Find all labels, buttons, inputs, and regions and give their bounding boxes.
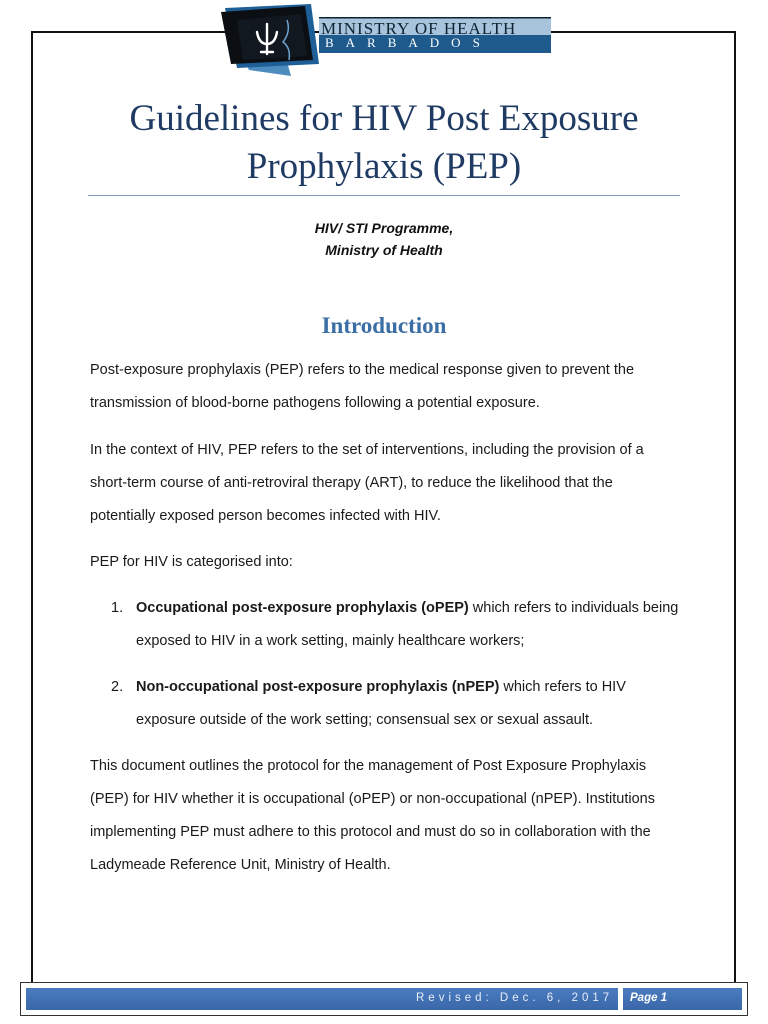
ministry-logo — [219, 2, 553, 76]
subtitle-line2: Ministry of Health — [325, 242, 443, 258]
document-title — [60, 95, 708, 191]
section-heading: Introduction — [321, 313, 447, 338]
title-line1: Guidelines for HIV Post Exposure — [129, 98, 639, 139]
list-item-number: 1. — [111, 600, 124, 616]
list-item-number: 2. — [111, 679, 124, 695]
page-number: Page 1 — [630, 992, 668, 1004]
logo-line1: MINISTRY OF HEALTH — [321, 19, 517, 38]
revision-date: Revised: Dec. 6, 2017 — [416, 992, 614, 1004]
list-item-term: Non-occupational post-exposure prophylaxis (nPEP) — [136, 679, 500, 695]
list-item-term: Occupational post-exposure prophylaxis (oPEP) — [136, 600, 469, 616]
subtitle-line1: HIV/ STI Programme, — [314, 220, 454, 236]
title-line2: Prophylaxis (PEP) — [246, 146, 522, 187]
logo-line2: BARBADOS — [325, 35, 492, 50]
title-divider — [88, 195, 680, 196]
list-item-text: which refers to individuals being exposed to HIV in a work setting, mainly healthcare workers; — [136, 600, 679, 649]
list-item-text: which refers to HIV exposure outside of the work setting; consensual sex or sexual assault. — [136, 679, 626, 728]
paragraph-hiv-context: In the context of HIV, PEP refers to the set of interventions, including the provision of a short-term course of anti-retroviral therapy (ART), to reduce the likelihood that the potentially exposed person becomes infected with HIV. — [90, 442, 644, 524]
list-item-body — [136, 592, 684, 658]
footer-divider — [618, 988, 623, 1010]
paragraph-categories: PEP for HIV is categorised into: — [90, 554, 293, 570]
paragraph-definition: Post-exposure prophylaxis (PEP) refers to the medical response given to prevent the transmission of blood-borne pathogens following a potential exposure. — [90, 362, 635, 411]
document-subtitle — [60, 217, 708, 261]
paragraph-protocol: This document outlines the protocol for the management of Post Exposure Prophylaxis (PEP) for HIV whether it is occupational (oPEP) or non-occupational (nPEP). Institutions implementing PEP must adhere to this protocol and must do so in collaboration with the Ladymeade Reference Unit, Ministry of Health. — [90, 758, 655, 873]
page-footer — [20, 982, 748, 1016]
footer-bar — [26, 988, 742, 1010]
list-item-body — [136, 671, 684, 737]
